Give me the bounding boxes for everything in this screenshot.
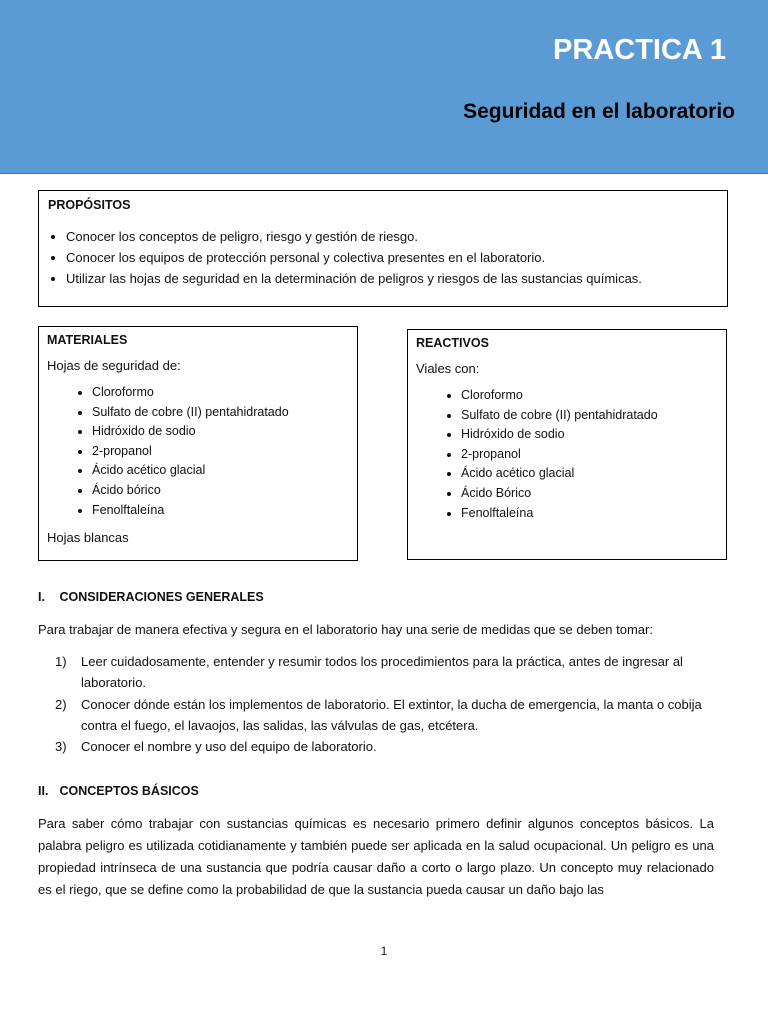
list-item	[38, 736, 714, 757]
list-item: • 2-propanol	[461, 445, 718, 465]
list-item: • 2-propanol	[92, 442, 349, 462]
reagents-list	[416, 386, 718, 523]
step-number: 1)	[55, 654, 67, 669]
list-item: • Sulfato de cobre (II) pentahidratado	[92, 403, 349, 423]
page-title: PRACTICA 1	[553, 34, 726, 66]
list-item: • Sulfato de cobre (II) pentahidratado	[461, 406, 718, 426]
materials-list	[47, 383, 349, 520]
section-number: II.	[38, 784, 49, 798]
list-item: • Ácido acético glacial	[92, 461, 349, 481]
list-item: • Cloroformo	[461, 386, 718, 406]
list-item: • Hidróxido de sodio	[461, 425, 718, 445]
reagents-heading: REACTIVOS	[416, 336, 489, 350]
materials-box	[38, 326, 358, 561]
list-item: • Conocer los equipos de protección personal y colectiva presentes en el laboratorio.	[66, 247, 718, 268]
list-item: • Cloroformo	[92, 383, 349, 403]
section-number: I.	[38, 590, 45, 604]
list-item: • Hidróxido de sodio	[92, 422, 349, 442]
materials-footer: Hojas blancas	[47, 530, 129, 546]
purposes-box	[38, 190, 728, 307]
purposes-list	[48, 226, 718, 289]
list-item	[38, 694, 714, 737]
list-item: • Conocer los conceptos de peligro, riesgo y gestión de riesgo.	[66, 226, 718, 247]
list-item: • Utilizar las hojas de seguridad en la determinación de peligros y riesgos de las sustancias químicas.	[66, 268, 718, 289]
reagents-box	[407, 329, 727, 560]
basics-paragraph: Para saber cómo trabajar con sustancias químicas es necesario primero definir algunos conceptos básicos. La palabra peligro es utilizada cotidianamente y también puede ser aplicada en la salud ocupacional. Un peligro es una propiedad intrínseca de una sustancia que podría causar daño a corto o largo plazo. Un concepto muy relacionado es el riego, que se define como la probabilidad de que la sustancia pueda causar un daño bajo las	[38, 816, 714, 897]
section-heading-general	[38, 590, 264, 604]
header-banner	[0, 0, 768, 174]
list-item: • Ácido bórico	[92, 481, 349, 501]
section-intro-paragraph: Para trabajar de manera efectiva y segura en el laboratorio hay una serie de medidas que se deben tomar:	[38, 622, 653, 637]
page-subtitle: Seguridad en el laboratorio	[463, 100, 735, 123]
list-item: • Fenolftaleína	[92, 501, 349, 521]
materials-intro: Hojas de seguridad de:	[47, 358, 181, 373]
list-item: • Fenolftaleína	[461, 504, 718, 524]
step-text: Conocer el nombre y uso del equipo de laboratorio.	[81, 739, 377, 755]
page-number: 1	[380, 944, 388, 958]
materials-heading: MATERIALES	[47, 333, 128, 347]
step-text: Leer cuidadosamente, entender y resumir todos los procedimientos para la práctica, antes de ingresar al laboratorio.	[81, 654, 683, 691]
reagents-intro: Viales con:	[416, 361, 480, 376]
section-title: CONSIDERACIONES GENERALES	[59, 590, 264, 604]
purposes-heading: PROPÓSITOS	[48, 198, 131, 212]
general-steps-list	[38, 651, 714, 757]
section-heading-basics	[38, 784, 199, 798]
section-title: CONCEPTOS BÁSICOS	[59, 784, 199, 798]
step-number: 2)	[55, 696, 67, 712]
step-text: Conocer dónde están los implementos de laboratorio. El extintor, la ducha de emergencia, la manta o cobija contra el fuego, el lavaojos, las salidas, las válvulas de gas, etcétera.	[81, 696, 702, 733]
list-item: • Ácido Bórico	[461, 484, 718, 504]
step-number: 3)	[55, 739, 67, 755]
list-item: • Ácido acético glacial	[461, 464, 718, 484]
list-item	[38, 651, 714, 694]
